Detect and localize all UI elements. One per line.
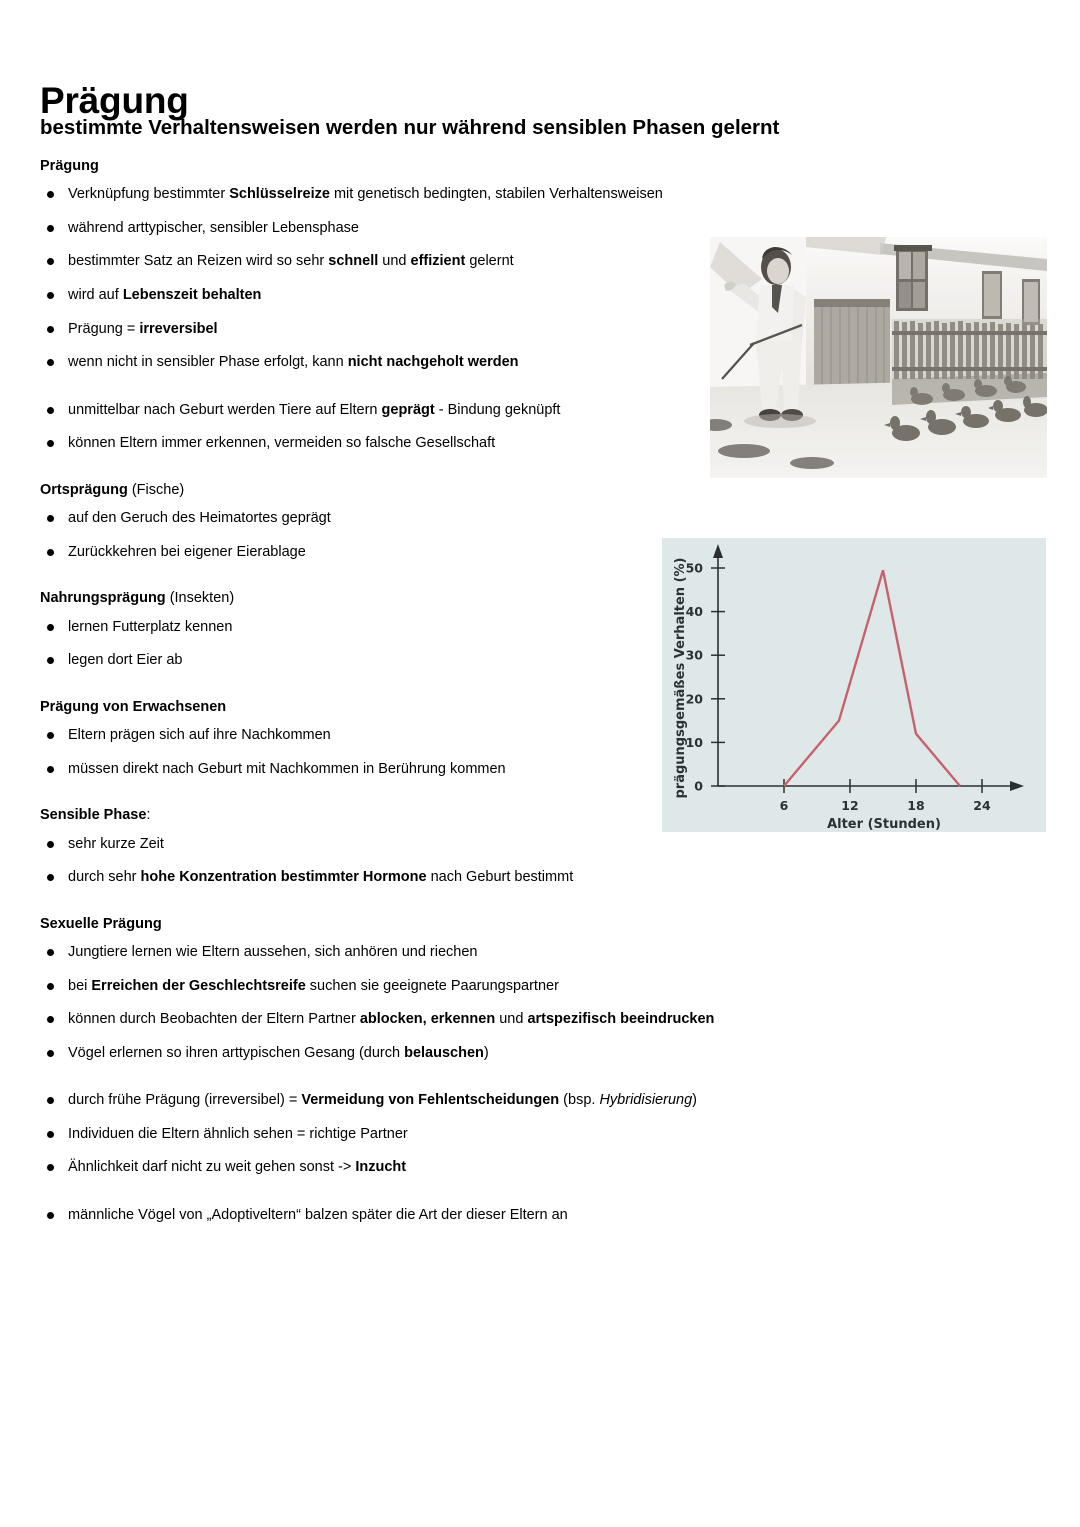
chart-background (662, 538, 1046, 832)
bullet-list (40, 401, 700, 453)
bullet-dot-icon (47, 1050, 54, 1057)
section-sexuelle-praegung (40, 915, 715, 1063)
list-item-text: Ähnlichkeit darf nicht zu weit gehen sonst -> Inzucht (68, 1159, 407, 1176)
bullet-dot-icon (47, 1097, 54, 1104)
section-heading-text: Nahrungsprägung (40, 590, 166, 607)
spacer (40, 887, 700, 916)
list-item (40, 434, 700, 453)
section-heading-text: Sexuelle Prägung (40, 915, 162, 932)
list-item-text: legen dort Eier ab (68, 652, 183, 669)
bullet-dot-icon (47, 766, 54, 773)
list-item (40, 252, 700, 271)
section-ortspraegung (40, 482, 700, 561)
bullet-dot-icon (47, 983, 54, 990)
imprinting-line-chart (662, 538, 1046, 832)
x-axis-title: Alter (Stunden) (827, 817, 941, 832)
page-title: Prägung (40, 79, 189, 121)
section-nahrungspraegung (40, 590, 700, 669)
y-tick-label: 10 (685, 734, 703, 750)
list-item (40, 543, 700, 562)
photo-illustration (710, 237, 1047, 478)
section-sensible-phase (40, 807, 700, 886)
bullet-dot-icon (47, 225, 54, 232)
section-heading-text: Sensible Phase (40, 807, 147, 824)
spacer (40, 561, 700, 590)
list-item (40, 1010, 715, 1029)
section-fehlentscheidungen (40, 1091, 700, 1177)
list-item (40, 618, 700, 637)
bullet-dot-icon (47, 732, 54, 739)
spacer (40, 1177, 700, 1206)
list-item (40, 835, 700, 854)
list-item (40, 1158, 700, 1177)
list-item-text: Verknüpfung bestimmter Schlüsselreize mit genetisch bedingten, stabilen Verhaltensweisen (68, 186, 663, 203)
list-item (40, 320, 700, 339)
page-subtitle: bestimmte Verhaltensweisen werden nur während sensiblen Phasen gelernt (40, 116, 780, 139)
x-tick-label: 12 (841, 798, 859, 813)
list-item-text: durch sehr hohe Konzentration bestimmter Hormone nach Geburt bestimmt (68, 869, 574, 886)
notes-content (40, 158, 715, 1224)
section-praegung-geburt (40, 401, 700, 453)
section-heading-suffix: (Insekten) (165, 590, 235, 607)
bullet-dot-icon (47, 326, 54, 333)
bullet-dot-icon (47, 292, 54, 299)
list-item-text: Zurückkehren bei eigener Eierablage (68, 543, 306, 560)
lorenz-goose-imprinting-photo (710, 237, 1047, 478)
spacer (40, 453, 700, 482)
bullet-dot-icon (47, 949, 54, 956)
list-item (40, 353, 700, 372)
x-tick-label: 18 (907, 798, 925, 813)
section-heading (40, 482, 700, 499)
y-axis-title: prägungsgemäßes Verhalten (%) (673, 557, 688, 799)
bullet-dot-icon (47, 407, 54, 414)
bullet-list (40, 943, 715, 1062)
section-heading (40, 699, 700, 716)
list-item-text: Vögel erlernen so ihren arttypischen Gesang (durch belauschen) (68, 1044, 489, 1061)
section-praegung-von-erwachsenen (40, 699, 700, 778)
section-heading-suffix: : (146, 807, 151, 824)
list-item (40, 977, 700, 996)
bullet-dot-icon (47, 440, 54, 447)
bullet-dot-icon (47, 515, 54, 522)
list-item-text: unmittelbar nach Geburt werden Tiere auf Eltern geprägt - Bindung geknüpft (68, 401, 561, 418)
section-heading-text: Prägung von Erwachsenen (40, 698, 227, 715)
list-item-text: Prägung = irreversibel (68, 320, 218, 337)
bullet-dot-icon (47, 258, 54, 265)
bullet-list (40, 185, 700, 371)
list-item (40, 401, 700, 420)
y-tick-label: 20 (685, 691, 703, 707)
spacer (40, 670, 700, 699)
bullet-dot-icon (47, 1016, 54, 1023)
bullet-dot-icon (47, 1164, 54, 1171)
y-tick-label: 50 (685, 560, 703, 576)
bullet-list (40, 1091, 700, 1177)
bullet-dot-icon (47, 359, 54, 366)
y-tick-label: 30 (685, 647, 703, 663)
list-item-text: während arttypischer, sensibler Lebensphase (68, 219, 359, 236)
list-item-text: auf den Geruch des Heimatortes geprägt (68, 510, 331, 527)
section-heading-suffix: (Fische) (127, 481, 185, 498)
list-item-text: können durch Beobachten der Eltern Partner ablocken, erkennen und artspezifisch beeindrucken (68, 1011, 715, 1028)
list-item-text: wenn nicht in sensibler Phase erfolgt, kann nicht nachgeholt werden (68, 354, 519, 371)
section-heading (40, 807, 700, 824)
list-item (40, 1091, 700, 1110)
section-adoptiveltern (40, 1206, 700, 1225)
bullet-dot-icon (47, 1131, 54, 1138)
list-item (40, 185, 700, 204)
bullet-dot-icon (47, 841, 54, 848)
section-heading (40, 916, 700, 933)
bullet-dot-icon (47, 549, 54, 556)
list-item-text: durch frühe Prägung (irreversibel) = Vermeidung von Fehlentscheidungen (bsp. Hybridisierung) (68, 1092, 697, 1109)
bullet-dot-icon (47, 874, 54, 881)
list-item (40, 509, 700, 528)
list-item-text: bei Erreichen der Geschlechtsreife suchen sie geeignete Paarungspartner (68, 977, 559, 994)
list-item (40, 726, 700, 745)
bullet-list (40, 509, 700, 561)
y-tick-label: 40 (685, 604, 703, 620)
list-item (40, 1125, 700, 1144)
bullet-list (40, 835, 700, 887)
list-item (40, 760, 700, 779)
list-item-text: bestimmter Satz an Reizen wird so sehr schnell und effizient gelernt (68, 253, 514, 270)
list-item (40, 651, 700, 670)
bullet-dot-icon (47, 657, 54, 664)
bullet-list (40, 726, 700, 778)
list-item-text: lernen Futterplatz kennen (68, 618, 233, 635)
list-item (40, 1044, 700, 1063)
list-item (40, 943, 700, 962)
spacer (40, 1062, 700, 1091)
section-praegung (40, 158, 700, 372)
spacer (40, 372, 700, 401)
list-item (40, 219, 700, 238)
bullet-list (40, 618, 700, 670)
x-tick-label: 6 (779, 798, 789, 813)
y-tick-label: 0 (694, 778, 703, 794)
list-item-text: männliche Vögel von „Adoptiveltern“ balzen später die Art der dieser Eltern an (68, 1206, 568, 1223)
list-item-text: können Eltern immer erkennen, vermeiden so falsche Gesellschaft (68, 435, 496, 452)
bullet-list (40, 1206, 700, 1225)
section-heading (40, 158, 700, 175)
list-item-text: wird auf Lebenszeit behalten (68, 287, 262, 304)
bullet-dot-icon (47, 624, 54, 631)
list-item (40, 868, 700, 887)
bullet-dot-icon (47, 191, 54, 198)
section-heading-text: Prägung (40, 158, 99, 174)
list-item-text: Eltern prägen sich auf ihre Nachkommen (68, 727, 331, 744)
list-item-text: Jungtiere lernen wie Eltern aussehen, sich anhören und riechen (68, 944, 478, 961)
imprinting-chart-figure (662, 538, 1046, 832)
bullet-dot-icon (47, 1212, 54, 1219)
section-heading-text: Ortsprägung (40, 481, 128, 498)
list-item (40, 286, 700, 305)
section-heading (40, 590, 700, 607)
spacer (40, 778, 700, 807)
list-item (40, 1206, 700, 1225)
x-tick-label: 24 (973, 798, 991, 813)
list-item-text: sehr kurze Zeit (68, 835, 164, 852)
list-item-text: Individuen die Eltern ähnlich sehen = richtige Partner (68, 1125, 408, 1142)
list-item-text: müssen direkt nach Geburt mit Nachkommen in Berührung kommen (68, 760, 506, 777)
